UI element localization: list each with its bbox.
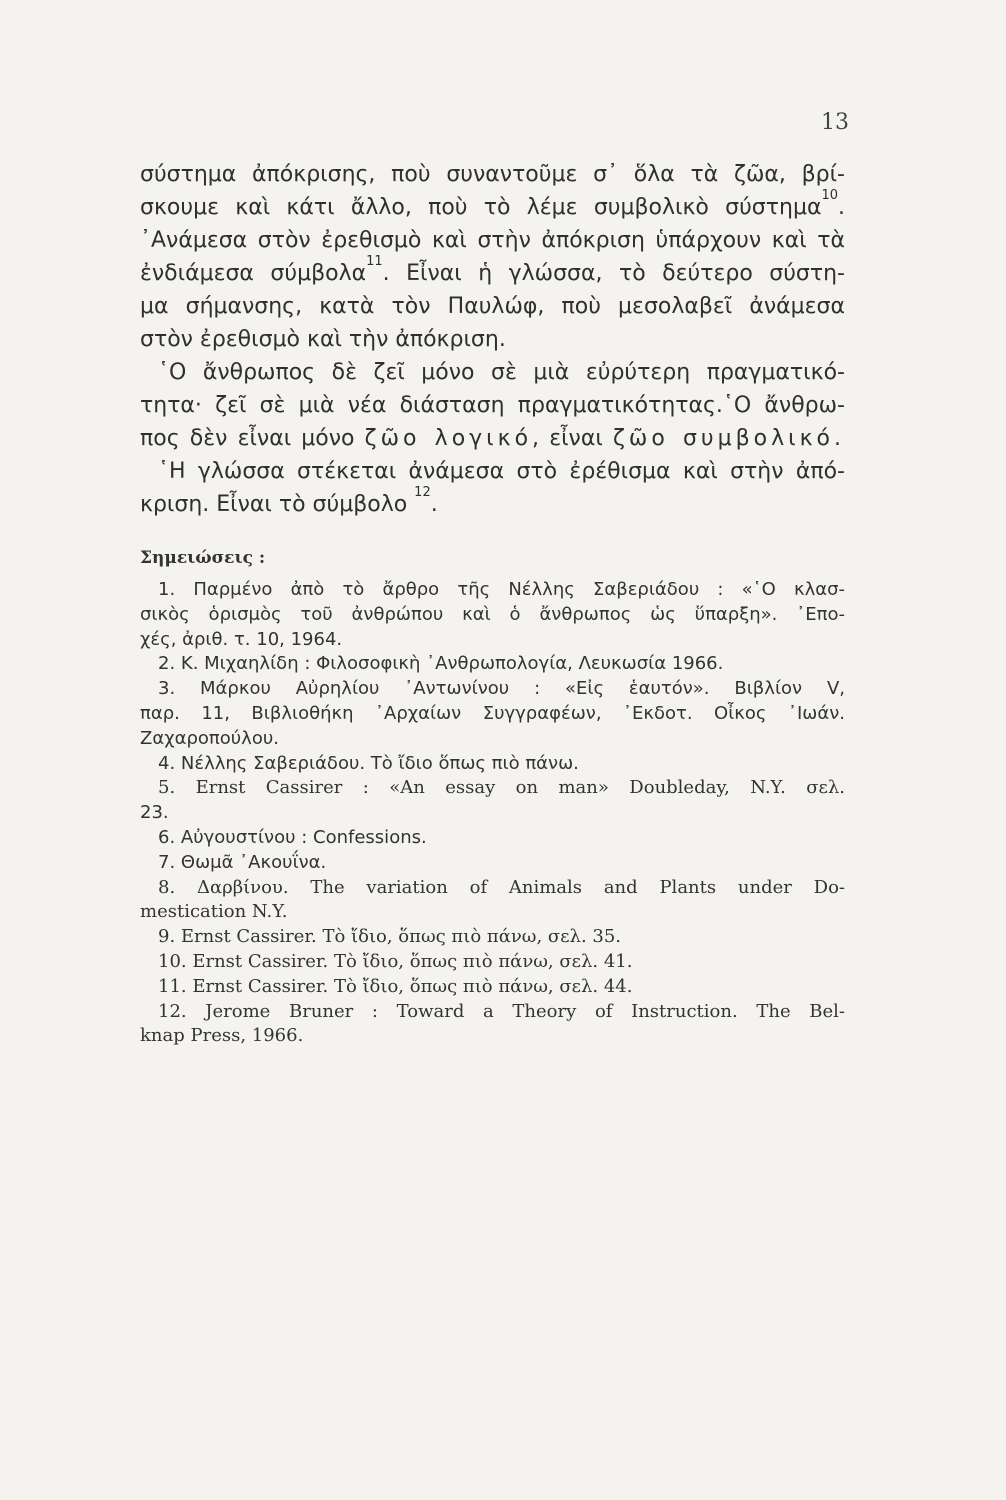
note-line: σικὸς ὁρισμὸς τοῦ ἀνθρώπου καὶ ὁ ἄνθρωπος ὡς ὕπαρξη». ᾽Επο- — [140, 603, 845, 625]
footnote-ref: 10 — [821, 188, 838, 203]
note-line: 23. — [140, 802, 169, 824]
note-line: 9. Ernst Cassirer. Τὸ ἴδιο, ὅπως πιὸ πάνω, σελ. 35. — [158, 926, 622, 948]
text-line: ῾Ο ἄνθρωπος δὲ ζεῖ μόνο σὲ μιὰ εὐρύτερη πραγματικό- — [158, 360, 845, 385]
footnote-ref: 11 — [366, 254, 383, 269]
note-line: 8. Δαρβίνου. The variation of Animals and Plants under Do- — [158, 876, 845, 898]
emphasis: ζῶο συμβολικό. — [612, 426, 845, 451]
note-line: 2. Κ. Μιχαηλίδη : Φιλοσοφικὴ ᾽Ανθρωπολογία, Λευκωσία 1966. — [158, 653, 724, 675]
emphasis: ζῶο λογικό — [364, 426, 533, 451]
footnote-ref: 12 — [414, 485, 431, 500]
text-line: σκουμε καὶ κάτι ἄλλο, ποὺ τὸ λέμε συμβολικὸ σύστημα$^{10}$. — [140, 188, 845, 220]
footnotes — [140, 578, 845, 1049]
text-line: ἐνδιάμεσα σύμβολα$^{11}$. Εἶναι ἡ γλώσσα, τὸ δεύτερο σύστη- — [140, 254, 845, 286]
text-line: σύστημα ἀπόκρισης, ποὺ συναντοῦμε σ᾽ ὅλα τὰ ζῶα, βρί- — [140, 162, 845, 187]
note-line: knap Press, 1966. — [140, 1025, 304, 1047]
note-line: 7. Θωμᾶ ᾽Ακουΐνα. — [158, 851, 327, 873]
note-line: 10. Ernst Cassirer. Τὸ ἴδιο, ὅπως πιὸ πάνω, σελ. 41. — [158, 950, 633, 972]
note-line: mestication N.Y. — [140, 901, 288, 923]
page-number: 13 — [821, 110, 849, 135]
note-line: Ζαχαροπούλου. — [140, 727, 279, 749]
text-line: τητα· ζεῖ σὲ μιὰ νέα διάσταση πραγματικότητας.῾Ο ἄνθρω- — [140, 393, 845, 418]
note-line: παρ. 11, Βιβλιοθήκη ᾽Αρχαίων Συγγραφέων, ᾽Εκδοτ. Οἶκος ᾽Ιωάν. — [140, 702, 845, 724]
note-line: 6. Αὐγουστίνου : Confessions. — [158, 826, 427, 848]
note-line: 3. Μάρκου Αὐρηλίου ᾽Αντωνίνου : «Εἰς ἑαυτόν». Βιβλίον V, — [158, 678, 845, 700]
text-line: πος δὲν εἶναι μόνο ζῶο λογικό, εἶναι ζῶο συμβολικό. — [140, 426, 845, 451]
text-line: μα σήμανσης, κατὰ τὸν Παυλώφ, ποὺ μεσολαβεῖ ἀνάμεσα — [140, 294, 845, 319]
note-line: 11. Ernst Cassirer. Τὸ ἴδιο, ὅπως πιὸ πάνω, σελ. 44. — [158, 975, 633, 997]
main-text — [140, 158, 845, 521]
note-line: 4. Νέλλης Σαβεριάδου. Τὸ ἴδιο ὅπως πιὸ πάνω. — [158, 752, 579, 774]
text-line: ᾽Ανάμεσα στὸν ἐρεθισμὸ καὶ στὴν ἀπόκριση ὑπάρχουν καὶ τὰ — [140, 228, 845, 253]
notes-heading: Σημειώσεις : — [140, 548, 266, 568]
text-line: κριση. Εἶναι τὸ σύμβολο $^{12}$. — [140, 485, 438, 517]
note-line: 12. Jerome Bruner : Toward a Theory of Instruction. The Bel- — [158, 1000, 845, 1022]
text-line: στὸν ἐρεθισμὸ καὶ τὴν ἀπόκριση. — [140, 327, 506, 352]
note-line: χές, ἀριθ. τ. 10, 1964. — [140, 628, 343, 650]
note-line: 5. Ernst Cassirer : «An essay on man» Doubleday, N.Y. σελ. — [158, 777, 845, 799]
note-line: 1. Παρμένο ἀπὸ τὸ ἄρθρο τῆς Νέλλης Σαβεριάδου : «῾Ο κλασ- — [158, 579, 845, 600]
text-line: ῾Η γλώσσα στέκεται ἀνάμεσα στὸ ἐρέθισμα καὶ στὴν ἀπό- — [158, 459, 845, 484]
